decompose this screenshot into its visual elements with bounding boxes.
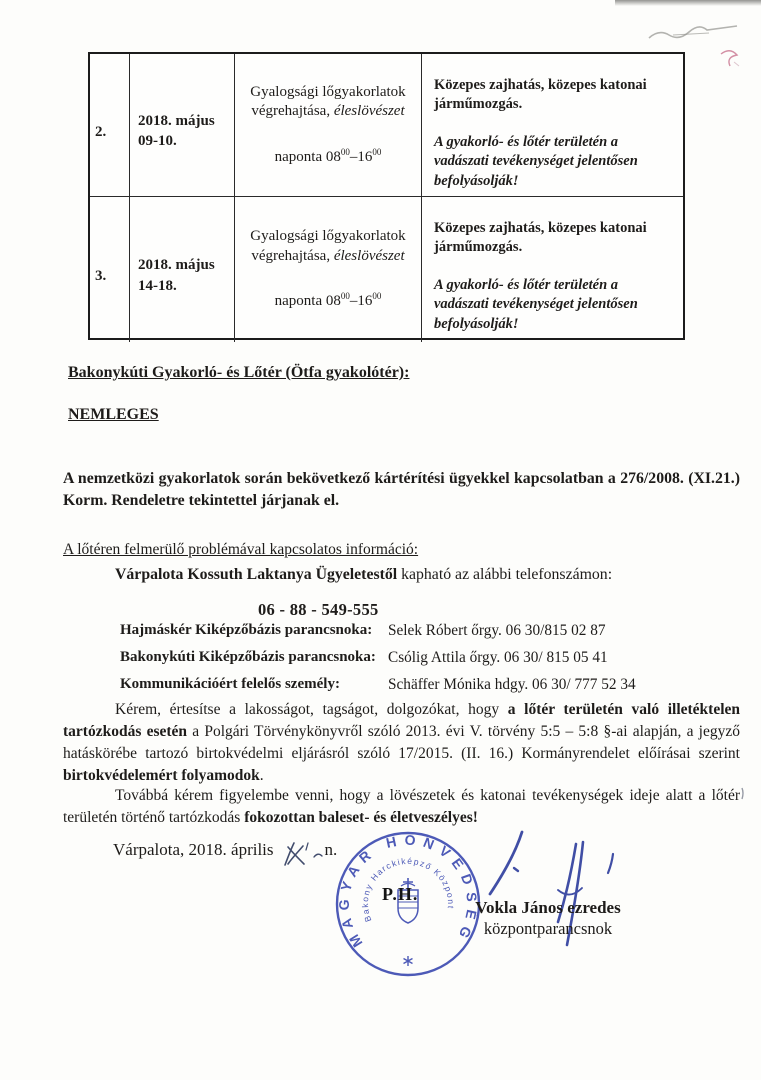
activity-text: Gyalogsági lőgyakorlatok végrehajtása, éleslövészet (250, 83, 406, 120)
stamp-inner-text: Bakony Harckiképző Központ (359, 855, 457, 924)
international-exercises-paragraph: A nemzetközi gyakorlatok során bekövetkező kártérítési ügyekkel kapcsolatban a 276/2008. (XI.21.) Korm. Rendeletre tekintettel járjanak el. (63, 470, 740, 510)
pink-ink-artifact (716, 46, 748, 76)
contact-value: Schäffer Mónika hdgy. 06 30/ 777 52 34 (388, 676, 636, 693)
possession-protection-paragraph: Kérem, értesítse a lakosságot, tagságot, dolgozókat, hogy a lőtér területén való illetéktelen tartózkodás esetén a Polgári Törvénykönyvről szóló 2013. évi V. törvény 5:5 – 5:8 §-ai alapján, a jegyző hatáskörébe tartozó birtokvédelmi eljárásról szóló 17/2015. (II. 16.) Kormányrendelet előírásai szerint birtokvédelemért folyamodok. (63, 701, 741, 784)
date-suffix-text: n. (324, 840, 338, 859)
signer-block (448, 898, 648, 939)
table-cell-row-number: 2. (90, 54, 130, 197)
contact-label: Bakonykúti Kiképzőbázis parancsnoka: (120, 649, 376, 665)
table-cell-date: 2018. május 14-18. (130, 197, 235, 342)
contact-label: Hajmáskér Kiképzőbázis parancsnoka: (120, 622, 373, 638)
signer-title: központparancsnok (483, 919, 613, 938)
exercise-schedule-table (88, 52, 685, 340)
table-cell-effects (422, 54, 683, 197)
table-cell-date: 2018. május 09-10. (130, 54, 235, 197)
table-cell-activity (235, 197, 422, 342)
contact-value: Csólig Attila őrgy. 06 30/ 815 05 41 (388, 649, 608, 666)
signer-name: Vokla János ezredes (475, 898, 621, 917)
activity-live-fire-label: éleslövészet (333, 247, 405, 264)
table-cell-activity (235, 54, 422, 197)
effects-noise-text: Közepes zajhatás, közepes katonai járműmozgás. (434, 220, 647, 256)
activity-schedule: naponta $08^{00}-16^{00}$ (274, 146, 382, 165)
table-cell-effects (422, 197, 683, 342)
contact-row (120, 622, 720, 640)
handwritten-day-mark (278, 840, 324, 868)
table-cell-row-number: 3. (90, 197, 130, 342)
range-section-heading: Bakonykúti Gyakorló- és Lőtér (Ötfa gyakolótér): (68, 364, 410, 381)
effects-noise-text: Közepes zajhatás, közepes katonai járműmozgás. (434, 77, 647, 113)
stamp-outer-text: MAGYAR HONVÉDSÉG (335, 831, 481, 951)
pencil-scribble-artifact (645, 22, 745, 48)
activity-live-fire-label: éleslövészet (333, 103, 405, 120)
ph-seal-placeholder: P.H. (382, 884, 419, 904)
effects-hunting-warning: A gyakorló- és lőtér területén a vadászati tevékenységet jelentősen befolyásolják! (434, 134, 638, 189)
danger-warning-paragraph: Továbbá kérem figyelembe venni, hogy a lövészetek és katonai tevékenységek ideje alatt a lőtér területén történő tartózkodás fokozottan baleset- és életveszélyes! (63, 787, 740, 826)
activity-schedule: naponta $08^{00}-16^{00}$ (274, 291, 382, 310)
nemleges-heading: NEMLEGES (68, 406, 159, 423)
contact-row (120, 649, 720, 667)
info-heading: A lőtéren felmerülő problémával kapcsolatos információ: (63, 541, 419, 558)
activity-text: Gyalogsági lőgyakorlatok végrehajtása, éleslövészet (250, 228, 406, 264)
scan-edge-shadow (615, 0, 761, 6)
date-line (113, 840, 337, 868)
date-city-text: Várpalota, 2018. április (113, 840, 274, 859)
duty-phone-number: 06 - 88 - 549-555 (258, 600, 379, 619)
contact-value: Selek Róbert őrgy. 06 30/815 02 87 (388, 622, 606, 639)
stamp-star-icon (404, 956, 413, 966)
effects-hunting-warning: A gyakorló- és lőtér területén a vadászati tevékenységet jelentősen befolyásolják! (434, 277, 638, 332)
contact-label: Kommunikációért felelős személy: (120, 676, 340, 692)
contact-row (120, 676, 720, 694)
duty-office-line: Várpalota Kossuth Laktanya Ügyeletestől kapható az alábbi telefonszámon: (115, 566, 613, 583)
